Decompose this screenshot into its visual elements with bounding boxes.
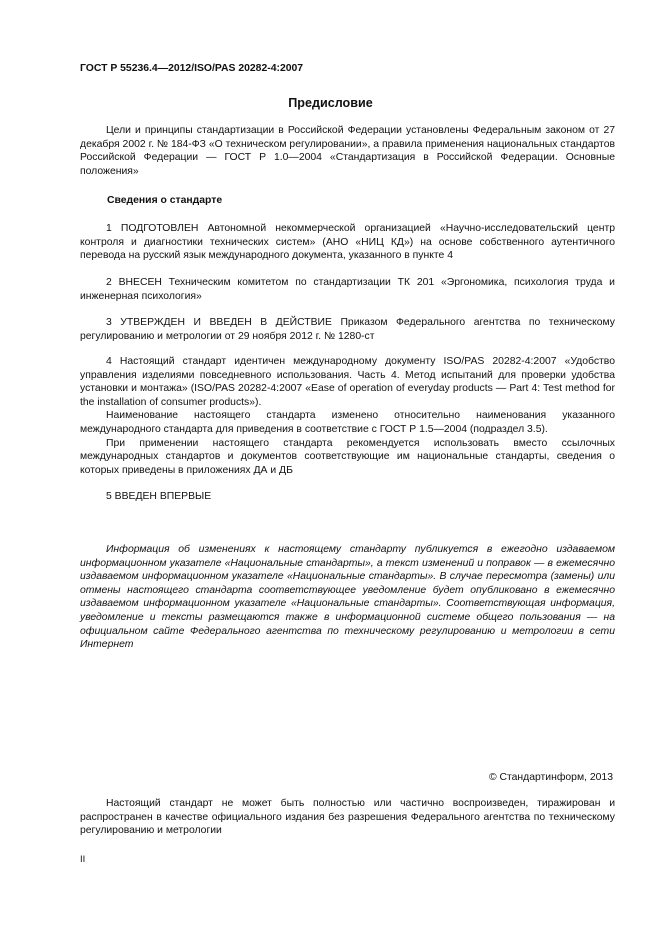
item-4-references-paragraph: При применении настоящего стандарта рекомендуется использовать вместо ссылочных международных стандартов и документов соответствующие им национальные стандарты, сведения о которых приведены в приложениях ДА и ДБ [80,437,615,476]
item-4-block [80,355,615,477]
item-3-block [80,316,615,343]
reproduction-paragraph: Настоящий стандарт не может быть полностью или частично воспроизведен, тиражирован и распространен в качестве официального издания без разрешения Федерального агентства по техническому регулированию и метрологии [80,798,615,837]
document-header: ГОСТ Р 55236.4—2012/ISO/PAS 20282-4:2007 [80,63,304,74]
item-4-paragraph: 4 Настоящий стандарт идентичен международному документу ISO/PAS 20282-4:2007 «Удобство управления изделиями повседневного использования. Часть 4. Метод испытаний для проверки удобства установки и монтажа» (ISO/PAS 20282-4:2007 «Ease of operation of everyday products — Part 4: Test method for the installation of consumer products»). [80,356,615,408]
item-4-rename-paragraph: Наименование настоящего стандарта изменено относительно наименования указанного международного стандарта для приведения в соответствие с ГОСТ Р 1.5—2004 (подраздел 3.5). [80,410,615,435]
copyright-line: © Стандартинформ, 2013 [488,772,613,783]
page-number: II [80,854,86,865]
notice-paragraph: Информация об изменениях к настоящему стандарту публикуется в ежегодно издаваемом информационном указателе «Национальные стандарты», а текст изменений и поправок — в ежемесячно издаваемом информационном указателе «Национальные стандарты». В случае пересмотра (замены) или отмены настоящего стандарта соответствующее уведомление будет опубликовано в ежемесячно издаваемом информационном указателе «Национальные стандарты». Соответствующая информация, уведомление и тексты размещаются также в информационной системе общего пользования — на официальном сайте Федерального агентства по техническому регулированию и метрологии в сети Интернет [80,544,615,651]
item-1-block [80,222,615,263]
item-5-block [80,490,615,504]
intro-block [80,124,615,178]
item-3-paragraph: 3 УТВЕРЖДЕН И ВВЕДЕН В ДЕЙСТВИЕ Приказом Федерального агентства по техническому регулированию и метрологии от 29 ноября 2012 г. № 1280-ст [80,317,615,342]
info-heading: Сведения о стандарте [107,195,223,206]
notice-block [80,543,615,652]
item-5-paragraph: 5 ВВЕДЕН ВПЕРВЫЕ [106,491,212,502]
intro-paragraph: Цели и принципы стандартизации в Российской Федерации установлены Федеральным законом от 27 декабря 2002 г. № 184-ФЗ «О техническом регулировании», а правила применения национальных стандартов Российской Федерации — ГОСТ Р 1.0—2004 «Стандартизация в Российской Федерации. Основные положения» [80,125,615,177]
reproduction-block [80,797,615,838]
item-2-paragraph: 2 ВНЕСЕН Техническим комитетом по стандартизации ТК 201 «Эргономика, психология труда и инженерная психология» [80,277,615,302]
page-title: Предисловие [288,96,373,110]
item-2-block [80,276,615,303]
item-1-paragraph: 1 ПОДГОТОВЛЕН Автономной некоммерческой организацией «Научно-исследовательский центр контроля и диагностики технических систем» (АНО «НИЦ КД») на основе собственного аутентичного перевода на русский язык международного документа, указанного в пункте 4 [80,223,615,262]
